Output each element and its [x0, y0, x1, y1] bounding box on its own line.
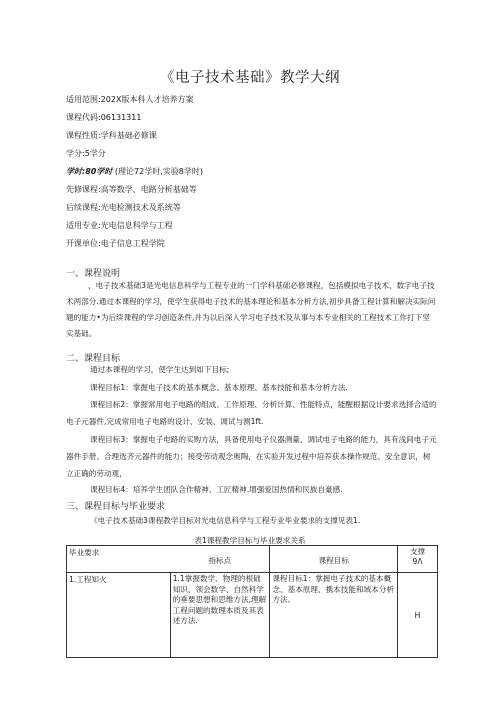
section-heading-3: 三、课程目标与毕业要求 [66, 502, 166, 512]
meta-hours: 学时:80学时 (理论72学时,实验8学时) [66, 167, 203, 176]
cell-goal: 课程目标1：掌握电子技术的基本概念、基本原理、携本技能和域本分析方法。 [270, 573, 398, 658]
meta-unit: 开课单位:电子信息工程学院 [66, 239, 165, 248]
goal-2: 课程目标2：掌握常用电子电路的组成、工作原理、分析计算、性能特点，能醒根据设计要求选择合适的电子元器件,完成常用电子电路的设计、安装、调试与测1ft. [66, 400, 437, 426]
cell-support: H [398, 573, 438, 658]
meta-scope: 适用范围:202X版本科人才培养方案 [66, 95, 194, 104]
requirements-table [66, 545, 438, 658]
table-intro: 《电子技术基础3课程教学目标对光电信息科学与工程专业毕业要求的支撑见表1. [90, 516, 361, 525]
header-indicator: 指标点 [170, 546, 270, 573]
meta-nature: 课程性质:学科基础必修课 [66, 131, 157, 140]
table-header-row [67, 546, 438, 573]
header-support: 支撑 9Λ [398, 546, 438, 573]
goal-3: 课程目标3：掌握电子电路的实购方法，具备使用电子仪器测量、调试电子电路的能力，具有浅间电子元器件手册、合理选齐元器件的能力；接受劳动观念奥陶，在实验开发过程中培养获本操作规范、安全意识，树立正确的劳动观， [66, 435, 437, 478]
header-goal: 课程目标 [270, 546, 398, 573]
meta-prereq: 先修课程:高等数学、电路分析基础等 [66, 185, 197, 194]
goals-intro: 通过本课程的学习，使学生达到如下目标; [90, 365, 230, 374]
table-caption: 表1课程教学目标与毕业要求关系 [194, 536, 306, 545]
section-heading-2: 二、课程目标 [66, 354, 121, 364]
course-description: ，电子技术基础3是光电信息科学与工程专业的一门学科基础必修课程，包括模拟电子技术、数字电子技术两部分.通过本课程的学习，使学生获得电子技术的基本理论和基本分析方法,初步具备工程计算和解决实际问题的能力•为后续课程的学习创造条件,并为以后深入学习电子技术及从事与本专业相关的工程技术工作打下坚实基础。 [66, 281, 436, 338]
goal-1: 课程目标1：掌握电子技术的基本概念、基本原理、基本技能和基本分析方法. [90, 383, 348, 392]
section-heading-1: 一、课程说明 [66, 269, 121, 279]
cell-indicator: 1.1掌握数学、物理的根础知识，领会数学、自然科学的垂要思想和思维方法,理解工程问题的数理本质及其表述方法. [170, 573, 270, 658]
table-row [67, 573, 438, 658]
goal-4: 课程目标4：培养学生团队合作精神、工匠精神.增强爱国热情和民族自豪感. [90, 485, 343, 494]
meta-following: 后续课程:光电检测技术及系统等 [66, 203, 181, 212]
meta-major: 适用专业:光电信息科学与工程 [66, 221, 173, 230]
meta-code: 课程代码:06131311 [66, 113, 142, 122]
doc-title: 《电子技术基础》教学大纲 [160, 70, 340, 86]
meta-credits: 学分:5学分 [66, 149, 106, 158]
header-requirement: 毕业要求 [67, 546, 171, 573]
cell-requirement: 1.工程知火 [67, 573, 171, 658]
